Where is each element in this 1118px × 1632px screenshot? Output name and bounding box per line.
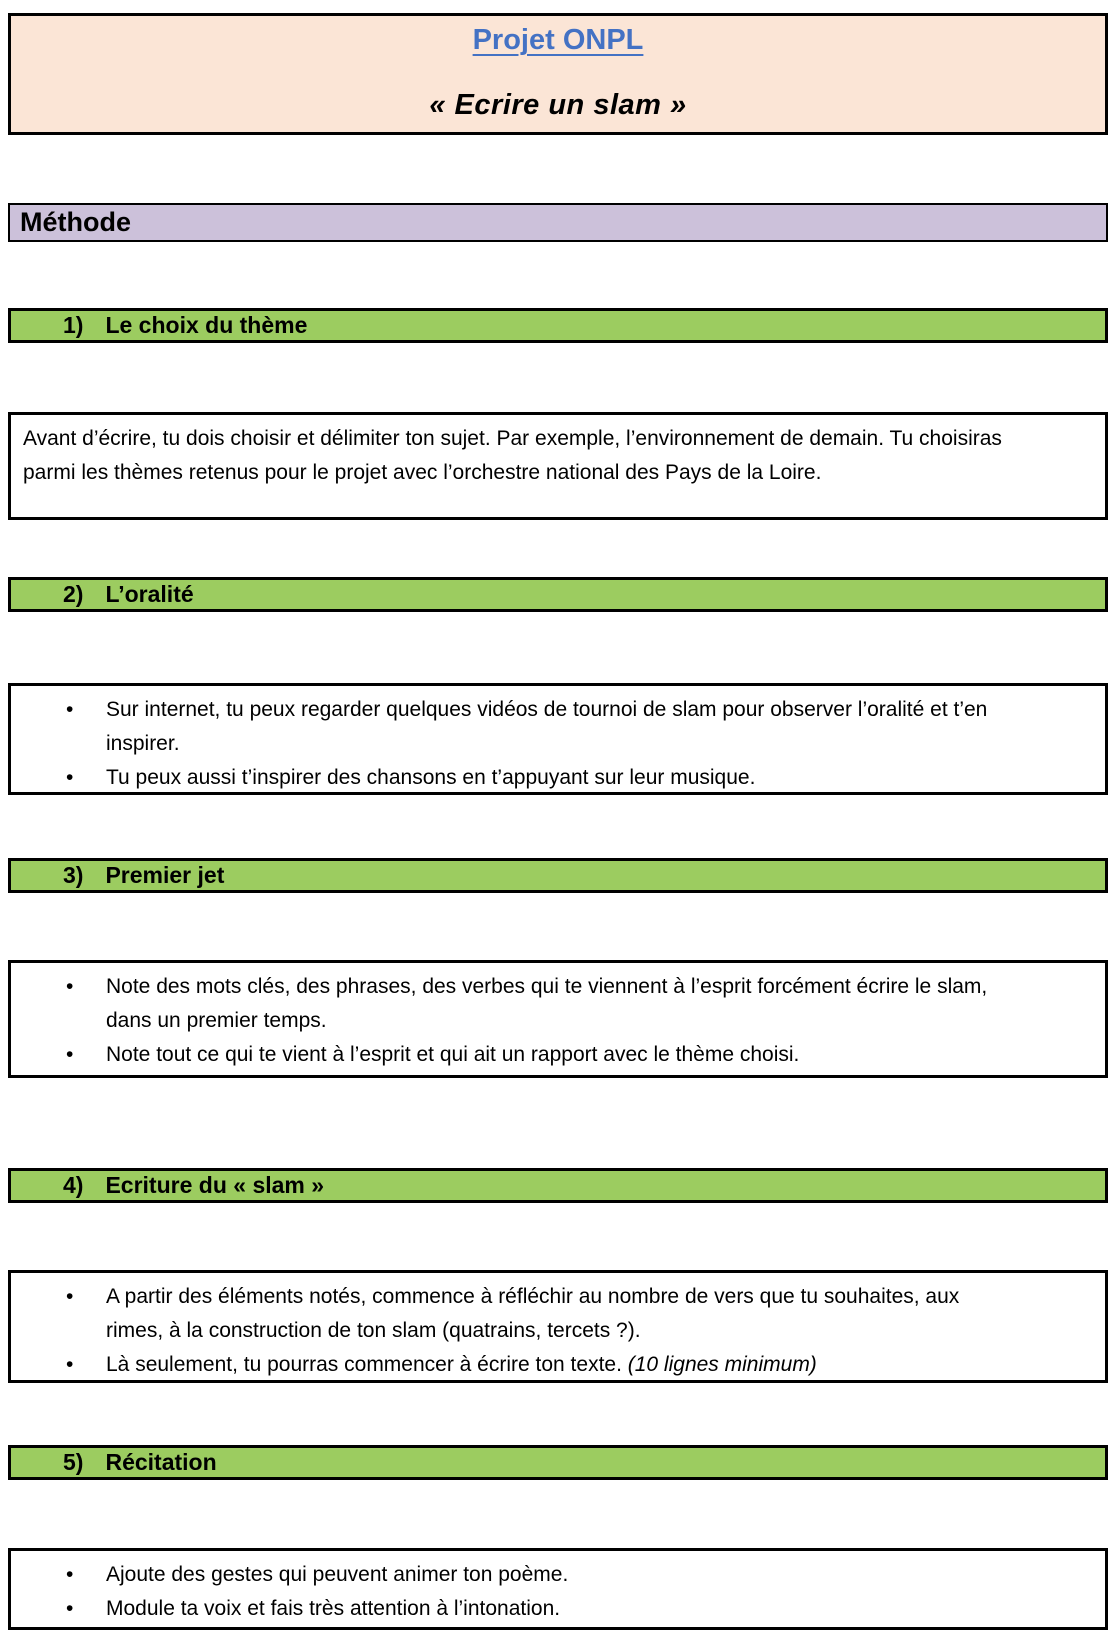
section-4-body bbox=[8, 1270, 1108, 1383]
list-item bbox=[11, 970, 1105, 1038]
section-2-number: 2) bbox=[63, 581, 84, 607]
bullet-icon: • bbox=[66, 975, 74, 998]
section-1-paragraph: Avant d’écrire, tu dois choisir et délimiter ton sujet. Par exemple, l’environnement de demain. Tu choisiras parmi les thèmes retenus pour le projet avec l’orchestre national des Pays de la Loire. bbox=[23, 427, 1002, 484]
section-1-title: Le choix du thème bbox=[105, 312, 308, 338]
bullet-text bbox=[106, 1348, 1001, 1382]
section-2-header bbox=[8, 577, 1108, 612]
section-5-header bbox=[8, 1445, 1108, 1480]
method-header-label: Méthode bbox=[20, 207, 131, 237]
page-title: Projet ONPL bbox=[472, 24, 644, 56]
section-2-title: L’oralité bbox=[105, 581, 194, 607]
section-5-body bbox=[8, 1548, 1108, 1630]
bullet-text: Module ta voix et fais très attention à l’intonation. bbox=[106, 1597, 561, 1620]
bullet-text: Tu peux aussi t’inspirer des chansons en t’appuyant sur leur musique. bbox=[106, 766, 756, 789]
section-3-number: 3) bbox=[63, 862, 84, 888]
bullet-text: Note tout ce qui te vient à l’esprit et qui ait un rapport avec le thème choisi. bbox=[106, 1043, 800, 1066]
section-3-title: Premier jet bbox=[105, 862, 225, 888]
bullet-icon: • bbox=[66, 698, 74, 721]
list-item bbox=[11, 1348, 1105, 1382]
bullet-text: A partir des éléments notés, commence à réfléchir au nombre de vers que tu souhaites, aux rimes, à la construction de ton slam (quatrains, tercets ?). bbox=[106, 1285, 960, 1342]
bullet-icon: • bbox=[66, 1597, 74, 1620]
section-1-body bbox=[8, 412, 1108, 520]
bullet-text-italic-note: (10 lignes minimum) bbox=[627, 1353, 817, 1376]
method-header-bar bbox=[8, 203, 1108, 242]
title-box bbox=[8, 13, 1108, 135]
bullet-text: Note des mots clés, des phrases, des verbes qui te viennent à l’esprit forcément écrire le slam, dans un premier temps. bbox=[106, 975, 988, 1032]
list-item bbox=[11, 1280, 1105, 1348]
section-5-number: 5) bbox=[63, 1449, 84, 1475]
section-2-body bbox=[8, 683, 1108, 795]
list-item bbox=[11, 761, 1105, 795]
bullet-text: Sur internet, tu peux regarder quelques vidéos de tournoi de slam pour observer l’oralité et t’en inspirer. bbox=[106, 698, 988, 755]
bullet-icon: • bbox=[66, 766, 74, 789]
list-item bbox=[11, 1592, 1105, 1626]
section-4-title: Ecriture du « slam » bbox=[105, 1172, 325, 1198]
section-3-body bbox=[8, 960, 1108, 1078]
bullet-icon: • bbox=[66, 1353, 74, 1376]
list-item bbox=[11, 1558, 1105, 1592]
section-5-title: Récitation bbox=[105, 1449, 217, 1475]
list-item bbox=[11, 693, 1105, 761]
page-subtitle: « Ecrire un slam » bbox=[429, 89, 687, 121]
section-1-number: 1) bbox=[63, 312, 84, 338]
section-3-header bbox=[8, 858, 1108, 893]
list-item bbox=[11, 1038, 1105, 1072]
section-4-header bbox=[8, 1168, 1108, 1203]
section-1-header bbox=[8, 308, 1108, 343]
bullet-text-main: Là seulement, tu pourras commencer à écrire ton texte. bbox=[106, 1353, 628, 1376]
bullet-icon: • bbox=[66, 1285, 74, 1308]
bullet-icon: • bbox=[66, 1043, 74, 1066]
bullet-icon: • bbox=[66, 1563, 74, 1586]
section-4-number: 4) bbox=[63, 1172, 84, 1198]
bullet-text: Ajoute des gestes qui peuvent animer ton poème. bbox=[106, 1563, 569, 1586]
